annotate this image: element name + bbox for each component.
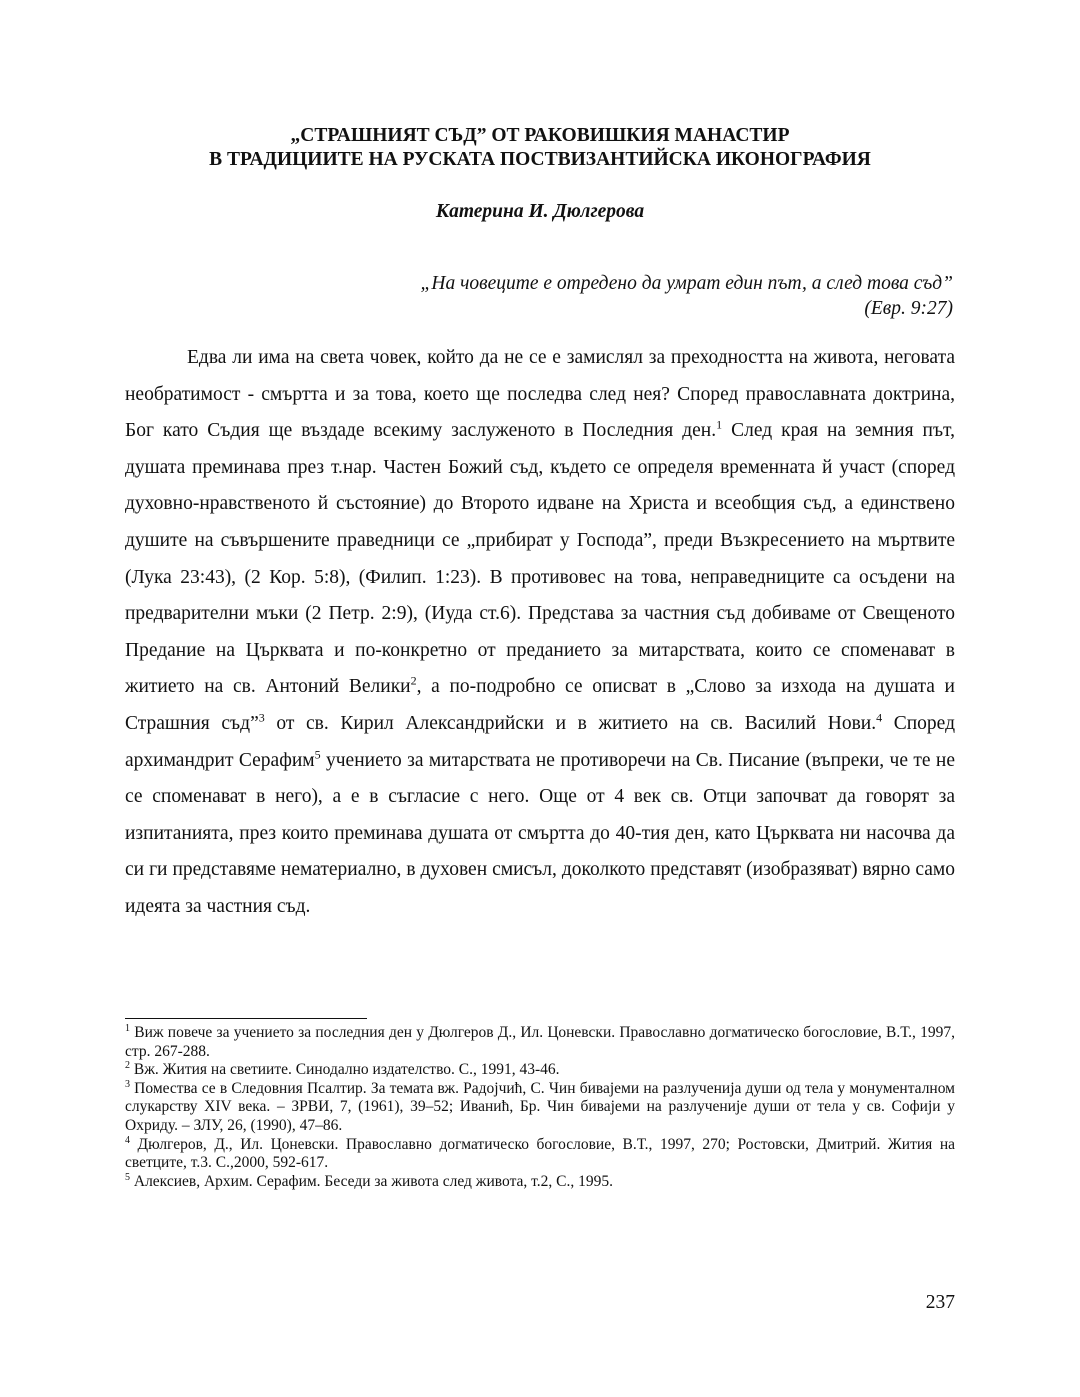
text-segment: от св. Кирил Александрийски и в житието на св. Василий Нови. xyxy=(264,712,877,734)
footnote xyxy=(125,1061,955,1080)
footnote-text: Алексиев, Архим. Серафим. Беседи за живота след живота, т.2, С., 1995. xyxy=(130,1172,613,1190)
footnote xyxy=(125,1024,955,1061)
body-text xyxy=(125,340,955,926)
footnote-number: 5 xyxy=(125,1171,130,1183)
text-segment: , а по-подробно се описват в „Слово за изхода на душата и Страшния съд” xyxy=(125,676,955,734)
article-title xyxy=(125,124,955,172)
footnote-ref: 5 xyxy=(314,747,321,762)
footnote-ref: 2 xyxy=(410,673,417,688)
text-segment: учението за митарствата не противоречи на Св. Писание (въпреки, че те не се споменават в него), а е в съгласие с него. Още от 4 век св. Отци започват да говорят за изпитанията, през които преминава душата от смъртта до 40-тия ден, като Църквата ни насочва да си ги представяме нематериално, в духовен смисъл, доколкото представят (изобразяват) вярно само идеята за частния съд. xyxy=(125,749,955,917)
footnote-ref: 1 xyxy=(716,417,723,432)
author-name: Катерина И. Дюлгерова xyxy=(435,201,645,222)
footnote-text: Помества се в Следовния Псалтир. За темата вж. Радојчић, С. Чин бивајеми на разлученија души од тела у монументалном слукарству XIV века. – ЗРВИ, 7, (1961), 39–52; Иванић, Бр. Чин бивајеми на разлученије души от тела у св. Софији у Охриду. – ЗЛУ, 26, (1990), 47–86. xyxy=(125,1079,955,1134)
body-paragraph xyxy=(125,340,955,926)
text-segment: Едва ли има на света човек, който да не се е замислял за преходността на живота, неговата необратимост - смъртта и за това, което ще последва след нея? Според православната доктрина, Бог като Съдия ще въздаде всекиму заслуженото в Последния ден. xyxy=(125,347,955,442)
footnotes xyxy=(125,1024,955,1191)
text-segment: След края на земния път, душата преминава през т.нар. Частен Божий съд, където се определя временната й участ (според духовно-нравственото й състояние) до Второто идване на Христа и всеобщия съд, а единствено душите на съвършените праведници се „прибират у Господа”, преди Възкресението на мъртвите (Лука 23:43), (2 Кор. 5:8), (Филип. 1:23). В противовес на това, неправедниците са осъдени на предварителни мъки (2 Петр. 2:9), (Иуда ст.6). Представа за частния съд добиваме от Свещеното Предание на Църквата и по-конкретно от преданието за митарствата, които се споменават в житието на св. Антоний Велики xyxy=(125,420,955,698)
footnote-separator xyxy=(125,1018,367,1019)
text-segment: Според архимандрит Серафим xyxy=(125,712,956,771)
footnote-ref: 4 xyxy=(876,710,883,725)
footnote-ref: 3 xyxy=(258,710,265,725)
footnote-text: Дюлгеров, Д., Ил. Цоневски. Православно догматическо богословие, В.Т., 1997, 270; Ростовски, Дмитрий. Жития на светците, т.3. С.,2000, 592-617. xyxy=(125,1135,955,1172)
title-line-2: В ТРАДИЦИИТЕ НА РУСКАТА ПОСТВИЗАНТИЙСКА ИКОНОГРАФИЯ xyxy=(209,149,871,170)
footnote xyxy=(125,1136,955,1173)
footnote xyxy=(125,1080,955,1136)
footnote xyxy=(125,1173,955,1192)
footnote-number: 2 xyxy=(125,1060,130,1072)
footnote-text: Виж повече за учението за последния ден у Дюлгеров Д., Ил. Цоневски. Православно догматическо богословие, В.Т., 1997, стр. 267-288. xyxy=(125,1024,955,1060)
footnote-text: Вж. Жития на светиите. Синодално издателство. С., 1991, 43-46. xyxy=(130,1061,560,1079)
epigraph xyxy=(125,271,953,321)
footnote-number: 4 xyxy=(125,1134,130,1146)
page-number: 237 xyxy=(925,1292,955,1313)
footnote-number: 1 xyxy=(125,1022,130,1034)
footnote-number: 3 xyxy=(125,1078,130,1090)
title-line-1: „СТРАШНИЯТ СЪД” ОТ РАКОВИШКИЯ МАНАСТИР xyxy=(290,125,790,146)
epigraph-quote: „На човеците е отредено да умрат един път, а след това съд” xyxy=(420,273,953,294)
document-page xyxy=(125,0,955,1397)
epigraph-source: (Евр. 9:27) xyxy=(864,298,953,319)
